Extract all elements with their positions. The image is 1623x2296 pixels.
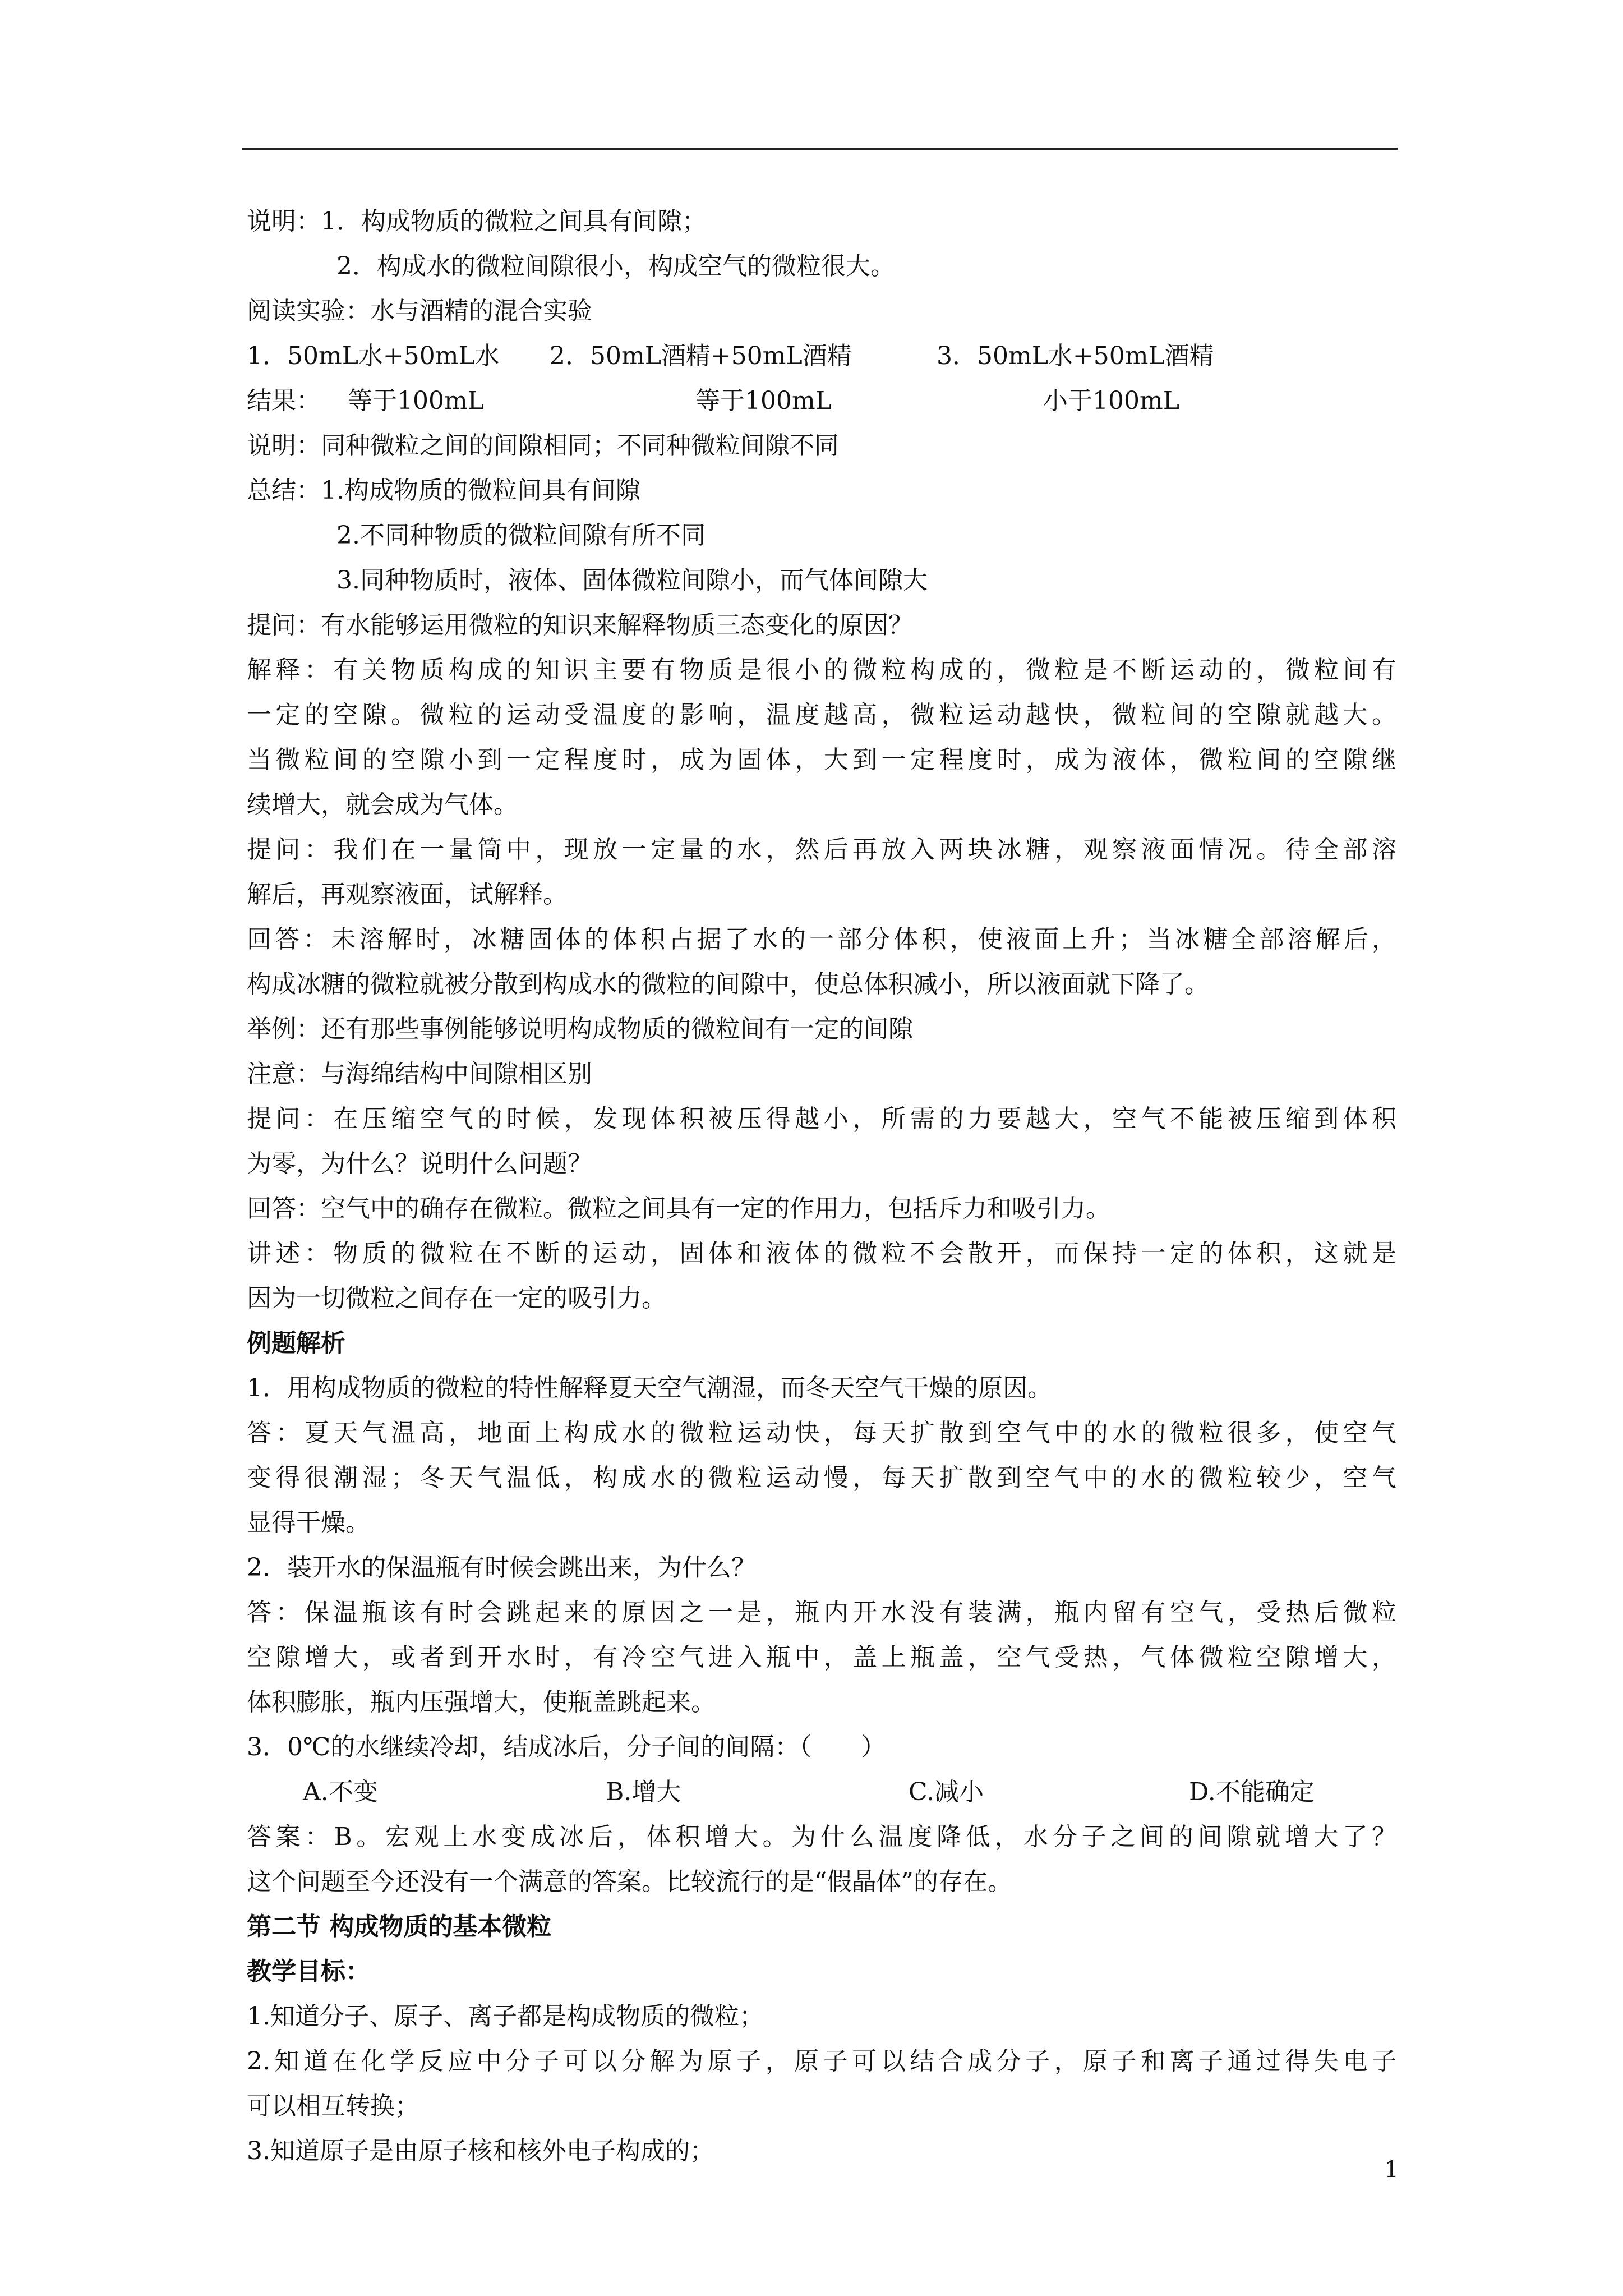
header-rule (242, 148, 1398, 150)
text-line: 解后，再观察液面，试解释。 (247, 880, 568, 909)
text-line: 注意：与海绵结构中间隙相区别 (247, 1060, 592, 1088)
answer-option: D.不能确定 (1189, 1778, 1315, 1806)
text-line: 3.知道原子是由原子核和核外电子构成的； (247, 2137, 714, 2165)
text-line: 变得很潮湿；冬天气温低，构成水的微粒运动慢，每天扩散到空气中的水的微粒较少，空气 (247, 1464, 1396, 1492)
result-value: 小于100mL (1043, 386, 1179, 415)
answer-option: A.不变 (303, 1778, 378, 1806)
text-line: 续增大，就会成为气体。 (247, 790, 518, 819)
text-line: 当微粒间的空隙小到一定程度时，成为固体，大到一定程度时，成为液体，微粒间的空隙继 (247, 746, 1396, 774)
result-value: 等于100mL (348, 386, 484, 415)
document-body (247, 199, 1396, 2174)
experiment-item: 2．50mL酒精+50mL酒精 (550, 342, 852, 370)
text-line: 因为一切微粒之间存在一定的吸引力。 (247, 1284, 666, 1313)
text-line: 3.同种物质时，液体、固体微粒间隙小，而气体间隙大 (336, 566, 928, 595)
text-line: 显得干燥。 (247, 1508, 370, 1537)
experiment-items-row (247, 334, 1396, 379)
section-heading: 例题解析 (247, 1329, 345, 1358)
text-line: 构成冰糖的微粒就被分散到构成水的微粒的间隙中，使总体积减小，所以液面就下降了。 (247, 970, 1209, 999)
text-line: 回答：未溶解时，冰糖固体的体积占据了水的一部分体积，使液面上升；当冰糖全部溶解后， (247, 925, 1396, 954)
text-line: 3．0℃的水继续冷却，结成冰后，分子间的间隔：（ ） (247, 1733, 886, 1761)
text-line: 提问：我们在一量筒中，现放一定量的水，然后再放入两块冰糖，观察液面情况。待全部溶 (247, 835, 1396, 864)
result-label: 结果： (247, 386, 321, 415)
text-line: 为零，为什么？说明什么问题？ (247, 1149, 592, 1178)
experiment-item: 3．50mL水+50mL酒精 (937, 342, 1214, 370)
text-line: 这个问题至今还没有一个满意的答案。比较流行的是“假晶体”的存在。 (247, 1867, 1012, 1896)
text-line: 答：保温瓶该有时会跳起来的原因之一是，瓶内开水没有装满，瓶内留有空气，受热后微粒 (247, 1598, 1396, 1627)
text-line: 说明：1．构成物质的微粒之间具有间隙； (247, 207, 707, 236)
text-line: 空隙增大，或者到开水时，有冷空气进入瓶中，盖上瓶盖，空气受热，气体微粒空隙增大， (247, 1643, 1396, 1672)
text-line: 说明：同种微粒之间的间隙相同；不同种微粒间隙不同 (247, 431, 839, 460)
text-line: 回答：空气中的确存在微粒。微粒之间具有一定的作用力，包括斥力和吸引力。 (247, 1194, 1110, 1223)
text-line: 讲述：物质的微粒在不断的运动，固体和液体的微粒不会散开，而保持一定的体积，这就是 (247, 1239, 1396, 1268)
text-line: 答：夏天气温高，地面上构成水的微粒运动快，每天扩散到空气中的水的微粒很多，使空气 (247, 1419, 1396, 1447)
text-line: 一定的空隙。微粒的运动受温度的影响，温度越高，微粒运动越快，微粒间的空隙就越大。 (247, 701, 1396, 729)
text-line: 提问：在压缩空气的时候，发现体积被压得越小，所需的力要越大，空气不能被压缩到体积 (247, 1105, 1396, 1133)
text-line: 答案：B。宏观上水变成冰后，体积增大。为什么温度降低，水分子之间的间隙就增大了？ (247, 1823, 1396, 1851)
experiment-results-row (247, 379, 1396, 424)
answer-option: C.减小 (909, 1778, 984, 1806)
page-number: 1 (1384, 2157, 1399, 2183)
section-heading: 第二节 构成物质的基本微粒 (247, 1912, 552, 1941)
text-line: 1.知道分子、原子、离子都是构成物质的微粒； (247, 2002, 764, 2031)
text-line: 体积膨胀，瓶内压强增大，使瓶盖跳起来。 (247, 1688, 716, 1717)
section-heading: 教学目标： (247, 1957, 370, 1986)
text-line: 2.知道在化学反应中分子可以分解为原子，原子可以结合成分子，原子和离子通过得失电子 (247, 2047, 1396, 2076)
text-line: 阅读实验：水与酒精的混合实验 (247, 297, 592, 325)
text-line: 2.不同种物质的微粒间隙有所不同 (336, 521, 706, 550)
result-value: 等于100mL (695, 386, 832, 415)
experiment-item: 1．50mL水+50mL水 (247, 342, 500, 370)
text-line: 1．用构成物质的微粒的特性解释夏天空气潮湿，而冬天空气干燥的原因。 (247, 1374, 1052, 1402)
text-line: 2．构成水的微粒间隙很小，构成空气的微粒很大。 (336, 252, 895, 280)
text-line: 解释：有关物质构成的知识主要有物质是很小的微粒构成的，微粒是不断运动的，微粒间有 (247, 656, 1396, 684)
text-line: 提问：有水能够运用微粒的知识来解释物质三态变化的原因？ (247, 611, 913, 639)
text-line: 2．装开水的保温瓶有时候会跳出来，为什么？ (247, 1553, 756, 1582)
text-line: 总结：1.构成物质的微粒间具有间隙 (247, 476, 640, 505)
answer-options-row (247, 1770, 1396, 1815)
answer-option: B.增大 (606, 1778, 681, 1806)
text-line: 可以相互转换； (247, 2092, 419, 2120)
text-line: 举例：还有那些事例能够说明构成物质的微粒间有一定的间隙 (247, 1015, 913, 1043)
